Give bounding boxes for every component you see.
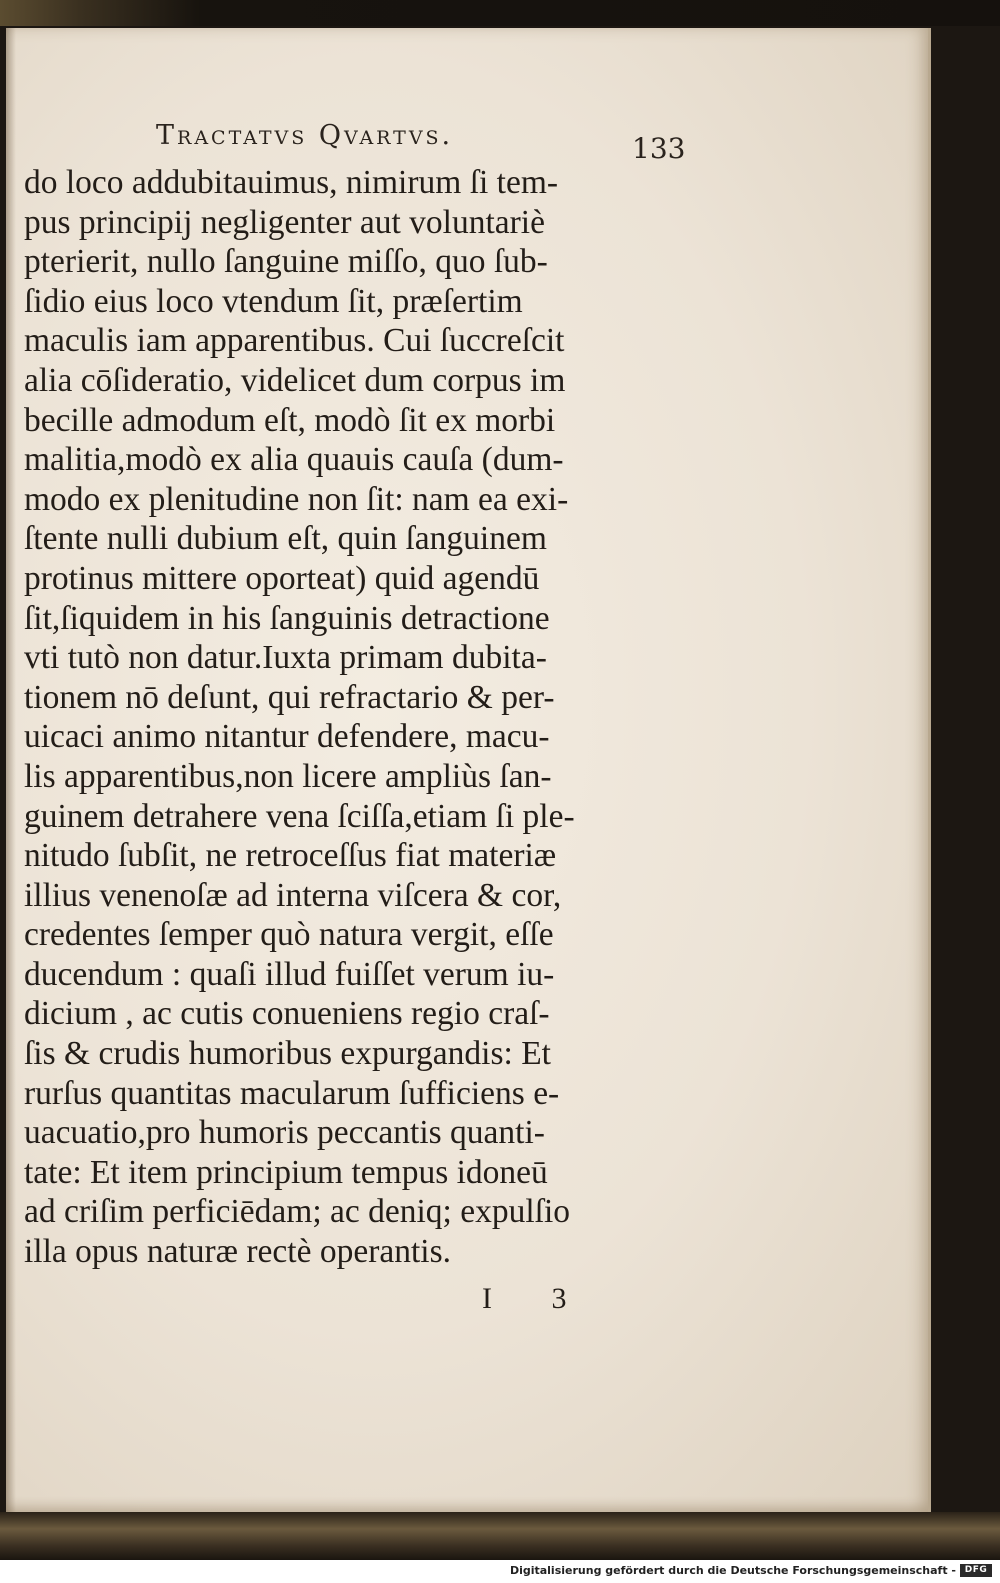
text-line: rurſus quantitas macularum ſufficiens e-: [24, 1074, 560, 1112]
signature-mark: I 3: [482, 1282, 593, 1315]
text-line: lis apparentibus,non licere ampliùs ſan-: [24, 757, 552, 795]
text-line: maculis iam apparentibus. Cui ſuccreſcit: [24, 322, 565, 360]
text-line: do loco addubitauimus, nimirum ſi tem-: [24, 164, 559, 201]
book-bottom-edge: [0, 1512, 1000, 1560]
body-text: [24, 163, 684, 1272]
text-line: ſtente nulli dubium eſt, quin ſanguinem: [24, 520, 547, 558]
dfg-logo-icon: DFG: [960, 1564, 992, 1577]
text-line: modo ex plenitudine non ſit: nam ea exi-: [24, 480, 569, 518]
text-line: ſis & crudis humoribus expurgandis: Et: [24, 1035, 551, 1073]
running-head-title: Tractatvs Qvartvs.: [156, 120, 454, 151]
text-line: vti tutò non datur.Iuxta primam dubita-: [24, 639, 547, 677]
text-line: ad criſim perficiēdam; ac deniq; expulſio: [24, 1193, 571, 1231]
text-line: nitudo ſubſit, ne retroceſſus fiat materiæ: [24, 837, 557, 875]
text-line: illa opus naturæ rectè operantis.: [24, 1233, 451, 1271]
text-line: pterierit, nullo ſanguine miſſo, quo ſub-: [24, 243, 548, 281]
text-line: uicaci animo nitantur defendere, macu-: [24, 718, 550, 756]
text-line: ſidio eius loco vtendum ſit, præſertim: [24, 282, 523, 320]
footer-credit: Digitalisierung gefördert durch die Deutsche Forschungsgemeinschaft -: [509, 1564, 956, 1577]
text-line: tate: Et item principium tempus idoneū: [24, 1153, 548, 1191]
text-line: uacuatio,pro humoris peccantis quanti-: [24, 1114, 545, 1152]
text-line: dicium , ac cutis conueniens regio craſ-: [24, 995, 550, 1033]
text-line: pus principij negligenter aut voluntariè: [24, 203, 545, 241]
text-line: illius venenoſæ ad interna viſcera & cor,: [24, 876, 562, 914]
text-line: ducendum : quaſi illud fuiſſet verum iu-: [24, 955, 555, 993]
text-line: malitia,modò ex alia quauis cauſa (dum-: [24, 441, 564, 479]
footer-bar: [0, 1560, 1000, 1583]
text-line: tionem nō deſunt, qui refractario & per-: [24, 678, 555, 716]
text-line: alia cōſideratio, videlicet dum corpus im: [24, 361, 566, 399]
text-line: credentes ſemper quò natura vergit, eſſe: [24, 916, 554, 954]
text-line: ſit,ſiquidem in his ſanguinis detractione: [24, 599, 550, 637]
page-number: 133: [632, 132, 686, 165]
text-line: guinem detrahere vena ſciſſa,etiam ſi ple-: [24, 797, 575, 835]
text-line: becille admodum eſt, modò ſit ex morbi: [24, 401, 556, 439]
text-line: protinus mittere oporteat) quid agendū: [24, 559, 540, 597]
running-head: [156, 120, 676, 151]
book-page: [6, 28, 931, 1512]
